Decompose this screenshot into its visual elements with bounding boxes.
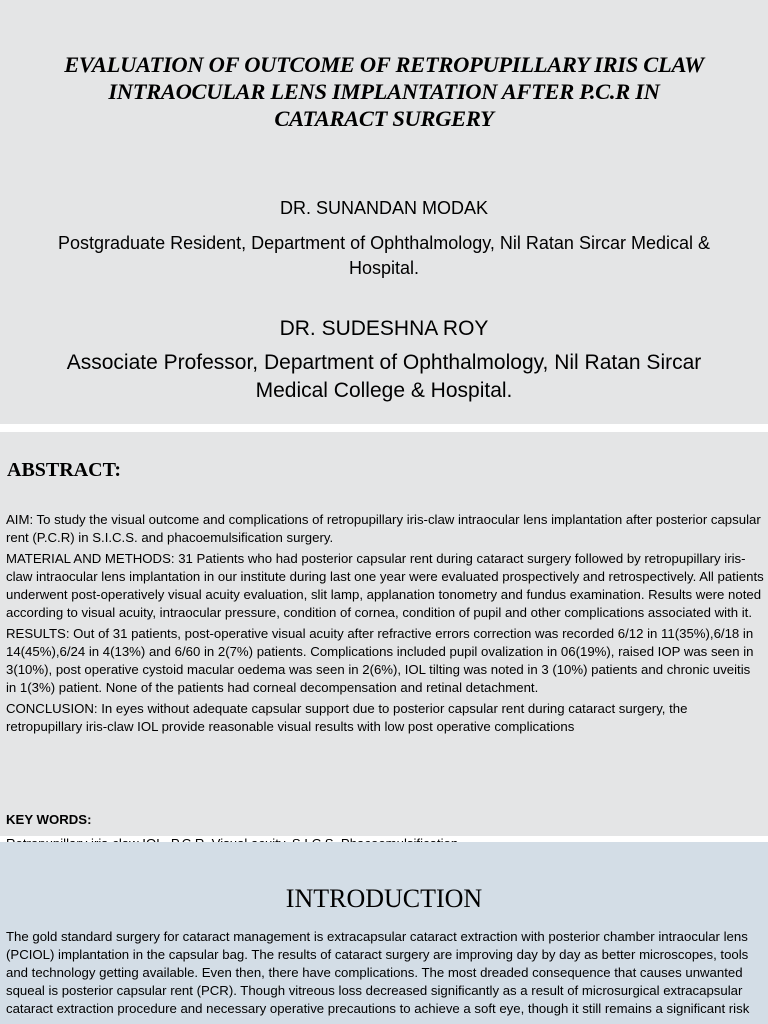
- aim-text: To study the visual outcome and complications of retropupillary iris-claw intraocular lens implantation after posterior capsular rent (P.C.R) in S.I.C.S. and phacoemulsification surgery.: [6, 512, 761, 545]
- methods-text: 31 Patients who had posterior capsular rent during cataract surgery followed by retropupillary iris-claw intraocular lens implantation in our institute during last one year were evaluated prospectively and retrospectively. All patients underwent post-operatively visual acuity evaluation, slit lamp, applanation tonometry and fundus examination. Results were noted according to visual acuity, intraocular pressure, condition of cornea, condition of pupil and other complications associated with it.: [6, 551, 764, 620]
- introduction-slide: [0, 842, 768, 1024]
- results-label: RESULTS:: [6, 626, 70, 641]
- results-paragraph: [6, 625, 764, 697]
- methods-paragraph: [6, 550, 764, 622]
- introduction-body: The gold standard surgery for cataract management is extracapsular cataract extraction with posterior chamber intraocular lens (PCIOL) implantation in the capsular bag. The results of cataract surgery are improving day by day as better microscopes, tools and technology getting available. Even then, there have complications. The most dreaded consequence that causes unwanted squeal is posterior capsular rent (PCR). Though vitreous loss decreased significantly as a result of microsurgical extracapsular cataract extraction procedure and necessary operative precautions to achieve a soft eye, though it still remains a significant risk: [6, 929, 750, 1016]
- keywords-heading: KEY WORDS:: [6, 812, 92, 827]
- abstract-slide: [0, 432, 768, 836]
- aim-paragraph: [6, 511, 764, 547]
- affiliation-line: Medical College & Hospital.: [255, 379, 513, 402]
- author2-affiliation: [0, 349, 768, 405]
- introduction-heading: INTRODUCTION: [285, 884, 483, 913]
- conclusion-label: CONCLUSION:: [6, 701, 98, 716]
- title-line: EVALUATION OF OUTCOME OF RETROPUPILLARY IRIS CLAW: [64, 52, 704, 77]
- results-text: Out of 31 patients, post-operative visual acuity after refractive errors correction was recorded 6/12 in 11(35%),6/18 in 14(45%),6/24 in 4(13%) and 6/60 in 2(7%) patients. Complications included pupil ovalization in 06(19%), raised IOP was seen in 3(10%), post operative cystoid macular oedema was seen in 2(6%), IOL tilting was noted in 3 (10%) patients and chronic uveitis in 1(3%) patient. None of the patients had corneal decompensation and retinal detachment.: [6, 626, 754, 695]
- conclusion-text: In eyes without adequate capsular support due to posterior capsular rent during cataract surgery, the retropupillary iris-claw IOL provide reasonable visual results with low post operative complications: [6, 701, 688, 734]
- author1-affiliation: [0, 231, 768, 281]
- conclusion-paragraph: [6, 700, 764, 736]
- affiliation-line: Hospital.: [348, 258, 420, 278]
- affiliation-line: Associate Professor, Department of Ophthalmology, Nil Ratan Sircar: [66, 351, 702, 374]
- title-line: CATARACT SURGERY: [274, 106, 494, 131]
- author2-name: DR. SUDESHNA ROY: [279, 317, 489, 340]
- author1-name: DR. SUNANDAN MODAK: [279, 198, 489, 218]
- abstract-heading: ABSTRACT:: [7, 459, 122, 481]
- title-slide: [0, 0, 768, 424]
- poster-title: [0, 51, 768, 132]
- aim-label: AIM:: [6, 512, 34, 527]
- methods-label: MATERIAL AND METHODS:: [6, 551, 175, 566]
- abstract-body: [6, 511, 764, 739]
- affiliation-line: Postgraduate Resident, Department of Ophthalmology, Nil Ratan Sircar Medical &: [58, 233, 710, 253]
- title-line: INTRAOCULAR LENS IMPLANTATION AFTER P.C.R IN: [108, 79, 660, 104]
